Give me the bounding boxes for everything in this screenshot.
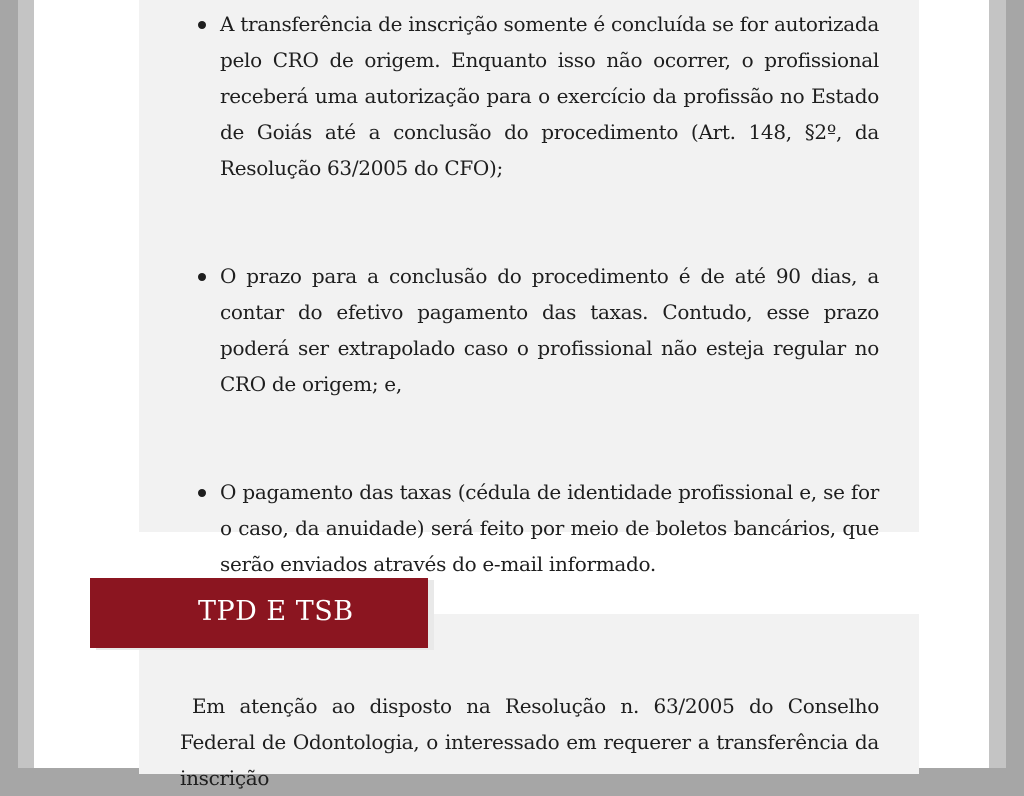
list-item-text: A transferência de inscrição somente é concluída se for autorizada pelo CRO de origem. Enquanto isso não ocorrer, o profissional receberá uma autorização para o exercício da profissão no Estado de Goiás até a conclusão do procedimento (Art. 148, §2º, da Resolução 63/2005 do CFO); — [220, 12, 879, 180]
section-title: TPD E TSB — [198, 596, 354, 627]
list-item-text: O pagamento das taxas (cédula de identidade profissional e, se for o caso, da anuidade) será feito por meio de boletos bancários, que serão enviados através do e-mail informado. — [220, 480, 879, 576]
section-banner — [90, 578, 428, 648]
list-item — [220, 474, 879, 582]
list-item — [220, 258, 879, 402]
list-item-text: O prazo para a conclusão do procedimento é de até 90 dias, a contar do efetivo pagamento das taxas. Contudo, esse prazo poderá ser extrapolado caso o profissional não esteja regular no CRO de origem; e, — [220, 264, 879, 396]
list-item — [220, 6, 879, 186]
page — [34, 0, 989, 790]
bullet-icon — [198, 21, 206, 29]
bullet-icon — [198, 273, 206, 281]
section-intro: Em atenção ao disposto na Resolução n. 63/2005 do Conselho Federal de Odontologia, o interessado em requerer a transferência da inscrição — [180, 694, 879, 790]
bullet-icon — [198, 489, 206, 497]
requirements-list — [220, 6, 879, 654]
